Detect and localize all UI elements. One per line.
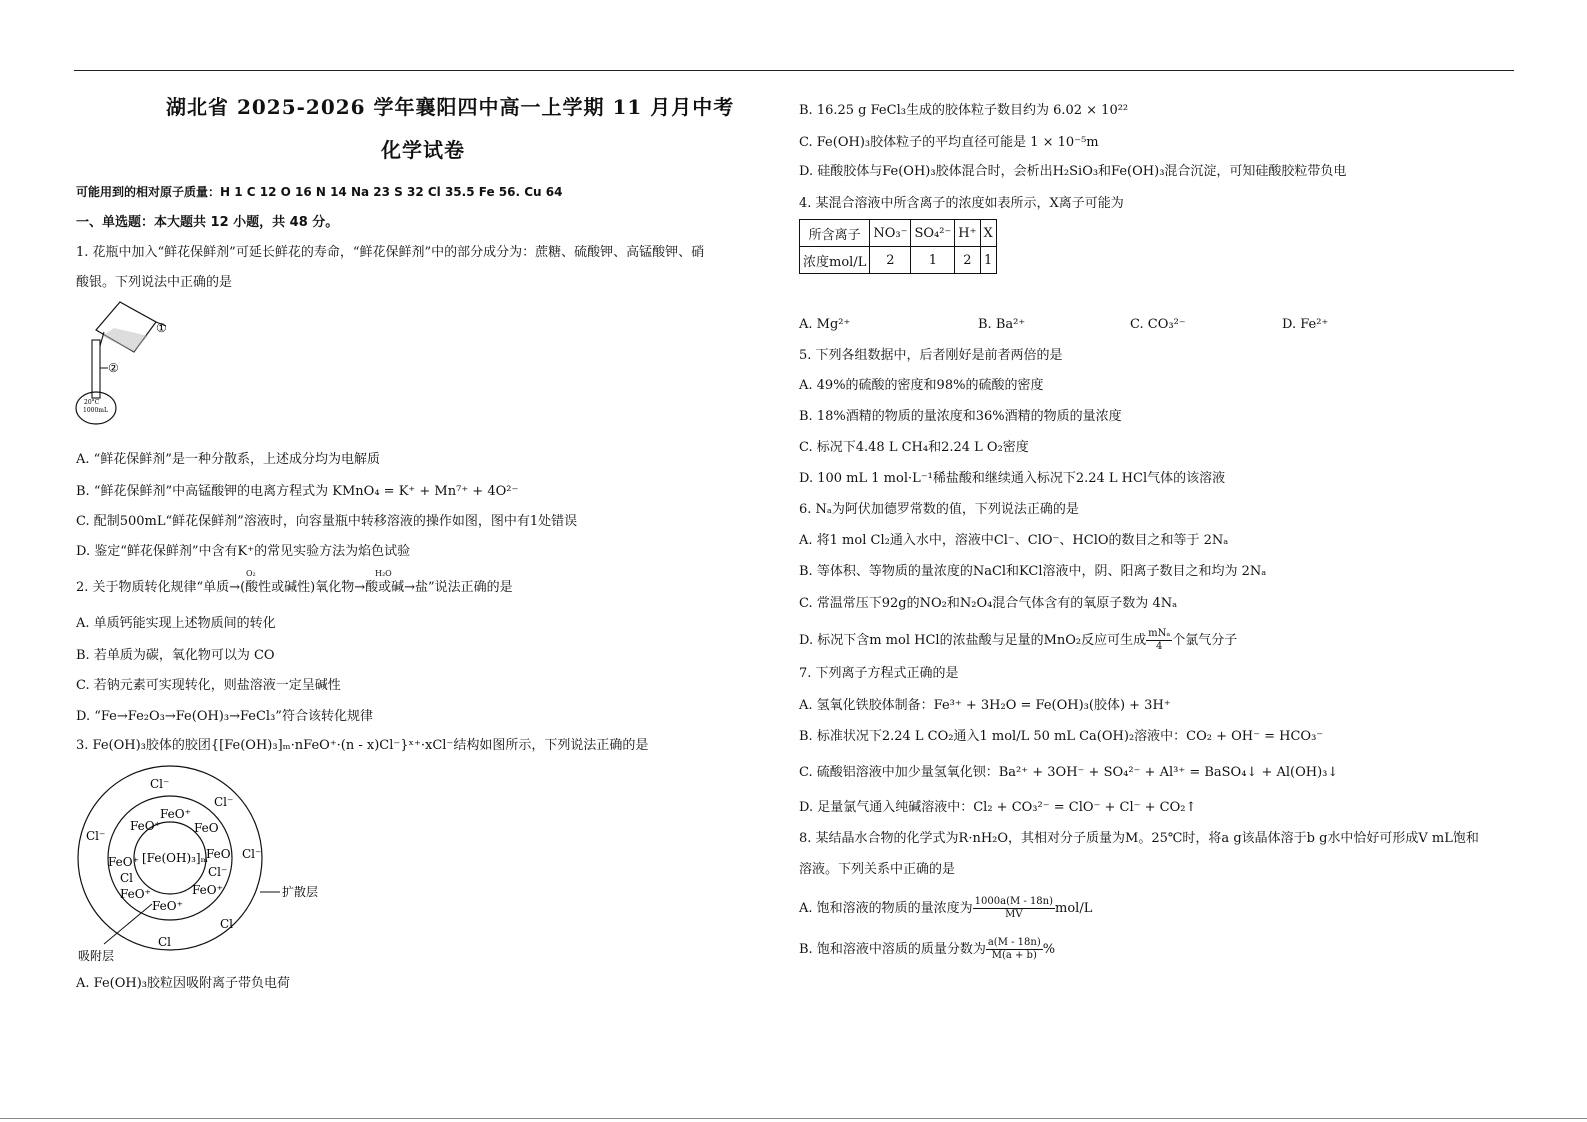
micelle-core-label: [Fe(OH)₃]ₘ xyxy=(142,851,208,865)
q8-stem-line1: 8. 某结晶水合物的化学式为R·nH₂O，其相对分子质量为M。25℃时，将a g该晶体溶于b g水中恰好可形成V mL饱和 xyxy=(799,831,1479,846)
adsorbed-ion-1: FeO⁺ xyxy=(160,807,191,821)
q6-option-b: B. 等体积、等物质的量浓度的NaCl和KCl溶液中，阴、阳离子数目之和均为 2Nₐ xyxy=(799,564,1267,579)
top-rule xyxy=(74,70,1514,71)
exam-title: 湖北省 2025-2026 学年襄阳四中高一上学期 11 月月中考 xyxy=(166,95,735,119)
q6-option-d-pre: D. 标况下含m mol HCl的浓盐酸与足量的MnO₂反应可生成 xyxy=(799,633,1147,648)
q6-option-d-post: 个氯气分子 xyxy=(1172,633,1238,648)
q4-option-d: D. Fe²⁺ xyxy=(1282,317,1329,332)
fraction-denominator: M(a + b) xyxy=(991,950,1037,961)
q6-option-d-fraction xyxy=(1146,628,1172,653)
diffuse-ion-2: Cl⁻ xyxy=(214,795,234,809)
q4-stem: 4. 某混合溶液中所含离子的浓度如表所示，X离子可能为 xyxy=(799,196,1124,211)
q2-option-d: D. “Fe→Fe₂O₃→Fe(OH)₃→FeCl₃”符合该转化规律 xyxy=(76,709,373,724)
q8-stem-line2: 溶液。下列关系中正确的是 xyxy=(799,862,956,877)
q1-option-d: D. 鉴定“鲜花保鲜剂”中含有K⁺的常见实验方法为焰色试验 xyxy=(76,544,411,559)
q1-fig-flask-temp: 20°C xyxy=(84,399,100,406)
q3-micelle-figure xyxy=(74,762,334,968)
q4-ion-table xyxy=(799,219,997,274)
q7-option-a: A. 氢氧化铁胶体制备：Fe³⁺ + 3H₂O = Fe(OH)₃(胶体) + 3H⁺ xyxy=(799,698,1171,713)
adsorbed-ion-5: FeO⁺ xyxy=(108,855,139,869)
fraction-denominator: 4 xyxy=(1155,641,1163,652)
fraction-numerator: 1000a(M - 18n) xyxy=(974,896,1054,907)
q6-option-c: C. 常温常压下92g的NO₂和N₂O₄混合气体含有的氧原子数为 4Nₐ xyxy=(799,596,1178,611)
table-cell: 1 xyxy=(980,247,996,274)
q1-fig-flask-volume: 1000mL xyxy=(83,407,108,414)
q2-arrow-label-o2: O₂ xyxy=(246,569,256,578)
q7-stem: 7. 下列离子方程式正确的是 xyxy=(799,666,959,681)
q1-transfer-figure xyxy=(74,300,184,428)
q8-option-b xyxy=(799,937,1055,962)
adsorbed-ion-9: FeO⁺ xyxy=(192,883,223,897)
adsorbed-ion-6: Cl⁻ xyxy=(208,865,228,879)
q3-option-a: A. Fe(OH)₃胶粒因吸附离子带负电荷 xyxy=(76,976,291,991)
q1-option-a: A. “鲜花保鲜剂”是一种分散系，上述成分均为电解质 xyxy=(76,452,380,467)
fraction-numerator: mNₐ xyxy=(1148,628,1171,639)
q5-option-c: C. 标况下4.48 L CH₄和2.24 L O₂密度 xyxy=(799,440,1029,455)
diffuse-ion-3: Cl⁻ xyxy=(86,829,106,843)
q3-option-b: B. 16.25 g FeCl₃生成的胶体粒子数目约为 6.02 × 10²² xyxy=(799,103,1129,118)
section-heading: 一、单选题：本大题共 12 小题，共 48 分。 xyxy=(76,215,339,230)
q5-option-d: D. 100 mL 1 mol·L⁻¹稀盐酸和继续通入标况下2.24 L HCl气体的该溶液 xyxy=(799,471,1226,486)
q3-stem: 3. Fe(OH)₃胶体的胶团{[Fe(OH)₃]ₘ·nFeO⁺·(n - x)Cl⁻}ˣ⁺·xCl⁻结构如图所示，下列说法正确的是 xyxy=(76,738,649,753)
adsorbed-ion-8: FeO⁺ xyxy=(120,887,151,901)
table-row xyxy=(800,247,997,274)
adsorbed-ion-10: FeO⁺ xyxy=(152,899,183,913)
q4-option-b: B. Ba²⁺ xyxy=(978,317,1026,332)
q1-option-b-equation: KMnO₄ = K⁺ + Mn⁷⁺ + 4O²⁻ xyxy=(332,484,519,499)
diffuse-ion-1: Cl⁻ xyxy=(150,777,170,791)
q1-fig-label-1: ① xyxy=(156,321,167,335)
q1-fig-label-2: ② xyxy=(108,361,119,375)
q5-option-b: B. 18%酒精的物质的量浓度和36%酒精的物质的量浓度 xyxy=(799,409,1122,424)
q6-option-d xyxy=(799,628,1237,653)
q2-option-b: B. 若单质为碳，氧化物可以为 CO xyxy=(76,648,275,663)
diffuse-layer-label: 扩散层 xyxy=(282,885,319,899)
fraction-numerator: a(M - 18n) xyxy=(987,937,1041,948)
q7-option-c: C. 硫酸铝溶液中加少量氢氧化钡：Ba²⁺ + 3OH⁻ + SO₄²⁻ + Al³⁺ = BaSO₄↓ + Al(OH)₃↓ xyxy=(799,765,1339,780)
q8-option-b-post: % xyxy=(1042,942,1056,957)
table-cell: 浓度mol/L xyxy=(800,247,870,274)
diffuse-ion-4: Cl⁻ xyxy=(242,847,262,861)
q8-option-b-pre: B. 饱和溶液中溶质的质量分数为 xyxy=(799,942,986,957)
diffuse-ion-6: Cl xyxy=(158,935,172,949)
table-cell: 2 xyxy=(955,247,980,274)
table-cell: X xyxy=(980,220,996,247)
q2-stem: 2. 关于物质转化规律“单质→(酸性或碱性)氧化物→酸或碱→盐”说法正确的是 xyxy=(76,580,513,595)
q8-option-a-fraction xyxy=(973,896,1055,921)
table-cell: 2 xyxy=(870,247,911,274)
q8-option-b-fraction xyxy=(986,937,1043,962)
atomic-masses: 可能用到的相对原子质量：H 1 C 12 O 16 N 14 Na 23 S 32 Cl 35.5 Fe 56. Cu 64 xyxy=(76,185,563,199)
q2-option-a: A. 单质钙能实现上述物质间的转化 xyxy=(76,616,276,631)
fraction-denominator: MV xyxy=(1005,909,1023,920)
q8-option-a-post: mol/L xyxy=(1055,901,1093,916)
table-cell: 所含离子 xyxy=(800,220,870,247)
table-cell: H⁺ xyxy=(955,220,980,247)
table-cell: 1 xyxy=(911,247,955,274)
q1-option-c: C. 配制500mL“鲜花保鲜剂”溶液时，向容量瓶中转移溶液的操作如图，图中有1处错误 xyxy=(76,514,578,529)
q1-stem-line2: 酸银。下列说法中正确的是 xyxy=(76,275,233,290)
q8-option-a xyxy=(799,896,1092,921)
table-cell: SO₄²⁻ xyxy=(911,220,955,247)
q2-arrow-label-h2o: H₂O xyxy=(375,569,392,578)
q3-option-c: C. Fe(OH)₃胶体粒子的平均直径可能是 1 × 10⁻⁵m xyxy=(799,135,1099,150)
q6-stem: 6. Nₐ为阿伏加德罗常数的值，下列说法正确的是 xyxy=(799,502,1079,517)
adsorbed-ion-2: FeO⁺ xyxy=(130,819,161,833)
bottom-rule xyxy=(0,1118,1587,1119)
q3-option-d: D. 硅酸胶体与Fe(OH)₃胶体混合时，会析出H₂SiO₃和Fe(OH)₃混合沉淀，可知硅酸胶粒带负电 xyxy=(799,164,1347,179)
q4-option-a: A. Mg²⁺ xyxy=(799,317,851,332)
exam-subtitle: 化学试卷 xyxy=(381,138,465,162)
adsorbed-ion-4: FeO xyxy=(206,847,231,861)
q1-stem-line1: 1. 花瓶中加入“鲜花保鲜剂”可延长鲜花的寿命，“鲜花保鲜剂”中的部分成分为：蔗糖、硫酸钾、高锰酸钾、硝 xyxy=(76,245,705,260)
q8-option-a-pre: A. 饱和溶液的物质的量浓度为 xyxy=(799,901,973,916)
q7-option-d: D. 足量氯气通入纯碱溶液中：Cl₂ + CO₃²⁻ = ClO⁻ + Cl⁻ + CO₂↑ xyxy=(799,800,1197,815)
adsorbed-ion-7: Cl xyxy=(120,871,134,885)
q6-option-a: A. 将1 mol Cl₂通入水中，溶液中Cl⁻、ClO⁻、HClO的数目之和等于 2Nₐ xyxy=(799,533,1229,548)
q2-option-c: C. 若钠元素可实现转化，则盐溶液一定呈碱性 xyxy=(76,678,341,693)
q4-option-c: C. CO₃²⁻ xyxy=(1130,317,1186,332)
diffuse-ion-5: Cl xyxy=(220,917,234,931)
q1-option-b xyxy=(76,483,518,501)
adsorbed-ion-3: FeO xyxy=(194,821,219,835)
q5-option-a: A. 49%的硫酸的密度和98%的硫酸的密度 xyxy=(799,378,1044,393)
q7-option-b: B. 标准状况下2.24 L CO₂通入1 mol/L 50 mL Ca(OH)₂溶液中：CO₂ + OH⁻ = HCO₃⁻ xyxy=(799,729,1324,744)
table-cell: NO₃⁻ xyxy=(870,220,911,247)
q1-option-b-text: B. “鲜花保鲜剂”中高锰酸钾的电离方程式为 xyxy=(76,484,329,499)
table-row xyxy=(800,220,997,247)
adsorption-layer-label: 吸附层 xyxy=(78,949,115,963)
q5-stem: 5. 下列各组数据中，后者刚好是前者两倍的是 xyxy=(799,348,1063,363)
